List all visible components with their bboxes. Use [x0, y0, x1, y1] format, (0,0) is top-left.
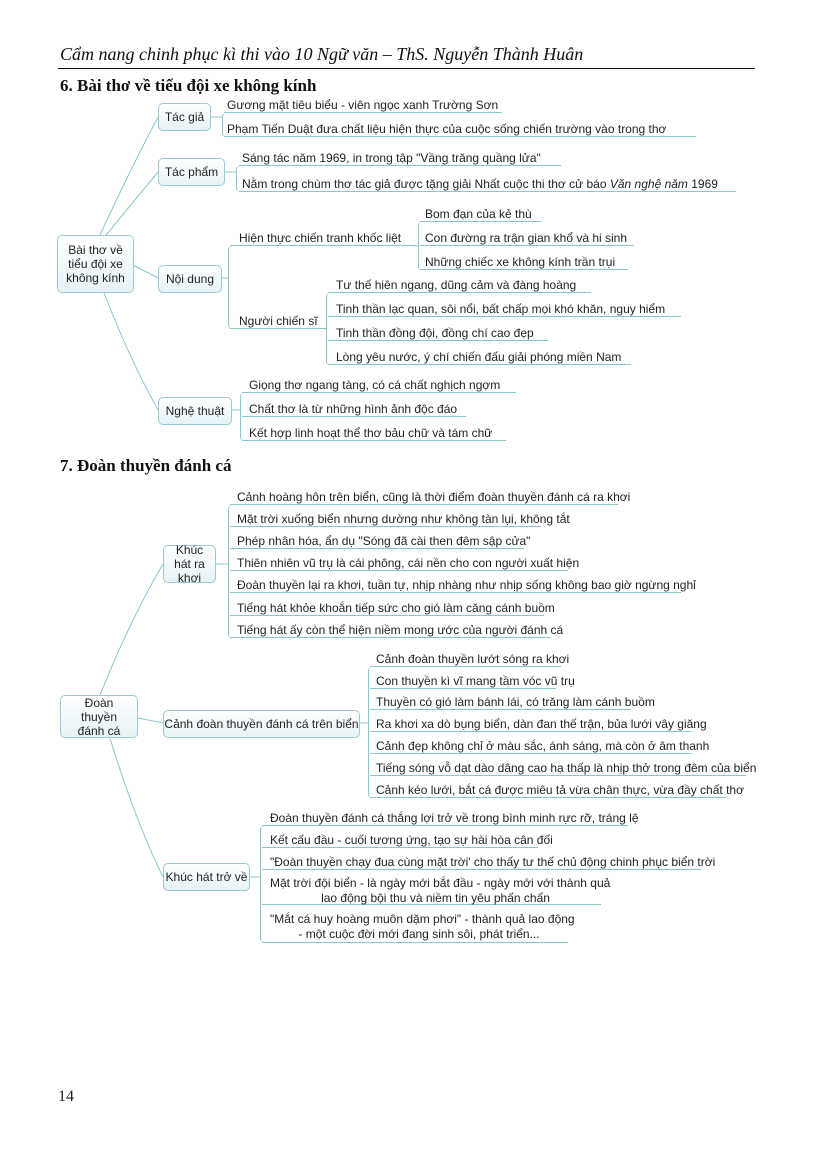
leaf-two-line — [262, 912, 575, 943]
leaf: Thuyền có gió làm bánh lái, có trăng làm cánh buồm — [370, 695, 631, 710]
leaf: Sáng tác năm 1969, in trong tập "Vầng trăng quầng lửa" — [239, 151, 561, 166]
node-tac-pham: Tác phẩm — [158, 158, 225, 186]
subnode-nguoi-chien-si: Người chiến sĩ — [230, 314, 326, 329]
subnode-hien-thuc: Hiện thực chiến tranh khốc liệt — [230, 231, 415, 246]
leaf: Chất thơ là từ những hình ảnh độc đáo — [242, 402, 466, 417]
leaf: Những chiếc xe không kính trần trụi — [420, 255, 628, 270]
leaf: Cảnh hoàng hôn trên biển, cũng là thời điểm đoàn thuyền đánh cá ra khơi — [230, 490, 618, 505]
leaf: Cảnh đoàn thuyền lướt sóng ra khơi — [370, 652, 561, 667]
node-khuc-hat-ra-khoi: Khúc hát ra khơi — [163, 545, 216, 583]
section-6-title: 6. Bài thơ về tiểu đội xe không kính — [60, 76, 317, 95]
node-nghe-thuat: Nghệ thuật — [158, 397, 232, 425]
node-noi-dung: Nội dung — [158, 265, 222, 293]
leaf: Tiếng hát khỏe khoắn tiếp sức cho gió làm căng cánh buồm — [230, 601, 544, 616]
leaf: Cảnh kéo lưới, bắt cá được miêu tả vừa chân thực, vừa đầy chất thơ — [370, 783, 726, 798]
leaf: Ra khơi xa dò bụng biển, dàn đan thế trận, bủa lưới vây giăng — [370, 717, 691, 732]
leaf: Tinh thần đồng đội, đồng chí cao đẹp — [328, 326, 548, 341]
leaf: Cảnh đẹp không chỉ ở màu sắc, ánh sáng, mà còn ở âm thanh — [370, 739, 691, 754]
node-khuc-hat-tro-ve: Khúc hát trở về — [163, 863, 250, 891]
leaf: Tư thế hiên ngang, dũng cảm và đàng hoàng — [328, 278, 591, 293]
leaf-text: 1969 — [687, 177, 718, 191]
leaf: Giọng thơ ngang tàng, có cá chất nghịch ngợm — [242, 378, 516, 393]
leaf: Tiếng sóng vỗ dạt dào dâng cao hạ thấp là nhịp thở trong đêm của biển — [370, 761, 746, 776]
newspaper-name: Văn nghệ năm — [609, 177, 688, 191]
leaf: Đoàn thuyền lại ra khơi, tuần tự, nhịp nhàng như nhịp sống không bao giờ ngừng nghỉ — [230, 578, 681, 593]
leaf: Bom đạn của kẻ thù — [420, 207, 541, 222]
leaf-line: "Mắt cá huy hoàng muôn dặm phơi" - thành quả lao động — [270, 912, 575, 926]
leaf-line: Mặt trời đội biển - là ngày mới bắt đầu - ngày mới với thành quả — [270, 876, 611, 890]
leaf: Đoàn thuyền đánh cá thắng lợi trở về trong bình minh rực rỡ, tráng lệ — [262, 811, 628, 826]
leaf: Tiếng hát ấy còn thể hiện niềm mong ước của người đánh cá — [230, 623, 551, 638]
leaf-line: lao động bội thu và niềm tin yêu phấn chấn — [321, 891, 550, 905]
root-node-bai-tho: Bài thơ về tiểu đội xe không kính — [57, 235, 134, 293]
leaf: Con thuyền kì vĩ mang tầm vóc vũ trụ — [370, 674, 556, 689]
leaf: "Đoàn thuyền chạy đua cùng mặt trời' cho thấy tư thế chủ động chinh phục biển trời — [262, 855, 701, 870]
leaf: Kết hợp linh hoạt thể thơ bảu chữ và tám chữ — [242, 426, 506, 441]
running-header: Cẩm nang chinh phục kì thi vào 10 Ngữ văn – ThS. Nguyễn Thành Huân — [60, 44, 584, 64]
leaf: Phép nhân hóa, ẩn dụ "Sóng đã cài then đêm sập cửa" — [230, 534, 524, 549]
node-tac-gia: Tác giả — [158, 103, 211, 131]
leaf: Phạm Tiến Duật đưa chất liệu hiện thực của cuộc sống chiến trường vào trong thơ — [224, 122, 696, 137]
leaf: Tinh thần lạc quan, sôi nổi, bất chấp mọi khó khăn, nguy hiểm — [328, 302, 681, 317]
page-number: 14 — [58, 1088, 74, 1105]
leaf-line: - một cuộc đời mới đang sinh sôi, phát triển... — [298, 927, 540, 941]
section-7-title: 7. Đoàn thuyền đánh cá — [60, 456, 232, 475]
leaf: Gương mặt tiêu biểu - viên ngọc xanh Trường Sơn — [224, 98, 502, 113]
leaf: Mặt trời xuống biển nhưng dường như không tàn lụi, không tắt — [230, 512, 541, 527]
node-canh-doan-thuyen: Cảnh đoàn thuyền đánh cá trên biển — [163, 710, 360, 738]
leaf: Thiên nhiên vũ trụ là cái phông, cái nền cho con người xuất hiện — [230, 556, 568, 571]
leaf-two-line — [262, 876, 611, 905]
leaf: Kết cấu đầu - cuối tương ứng, tạo sự hài hòa cân đối — [262, 833, 538, 848]
leaf: Lòng yêu nước, ý chí chiến đấu giải phóng miền Nam — [328, 350, 631, 365]
leaf — [239, 177, 736, 192]
leaf: Con đường ra trận gian khổ và hi sinh — [420, 231, 634, 246]
root-node-doan-thuyen: Đoàn thuyền đánh cá — [60, 695, 138, 738]
leaf-text: Nằm trong chùm thơ tác giả được tặng giải Nhất cuộc thi thơ cử báo — [242, 177, 610, 191]
